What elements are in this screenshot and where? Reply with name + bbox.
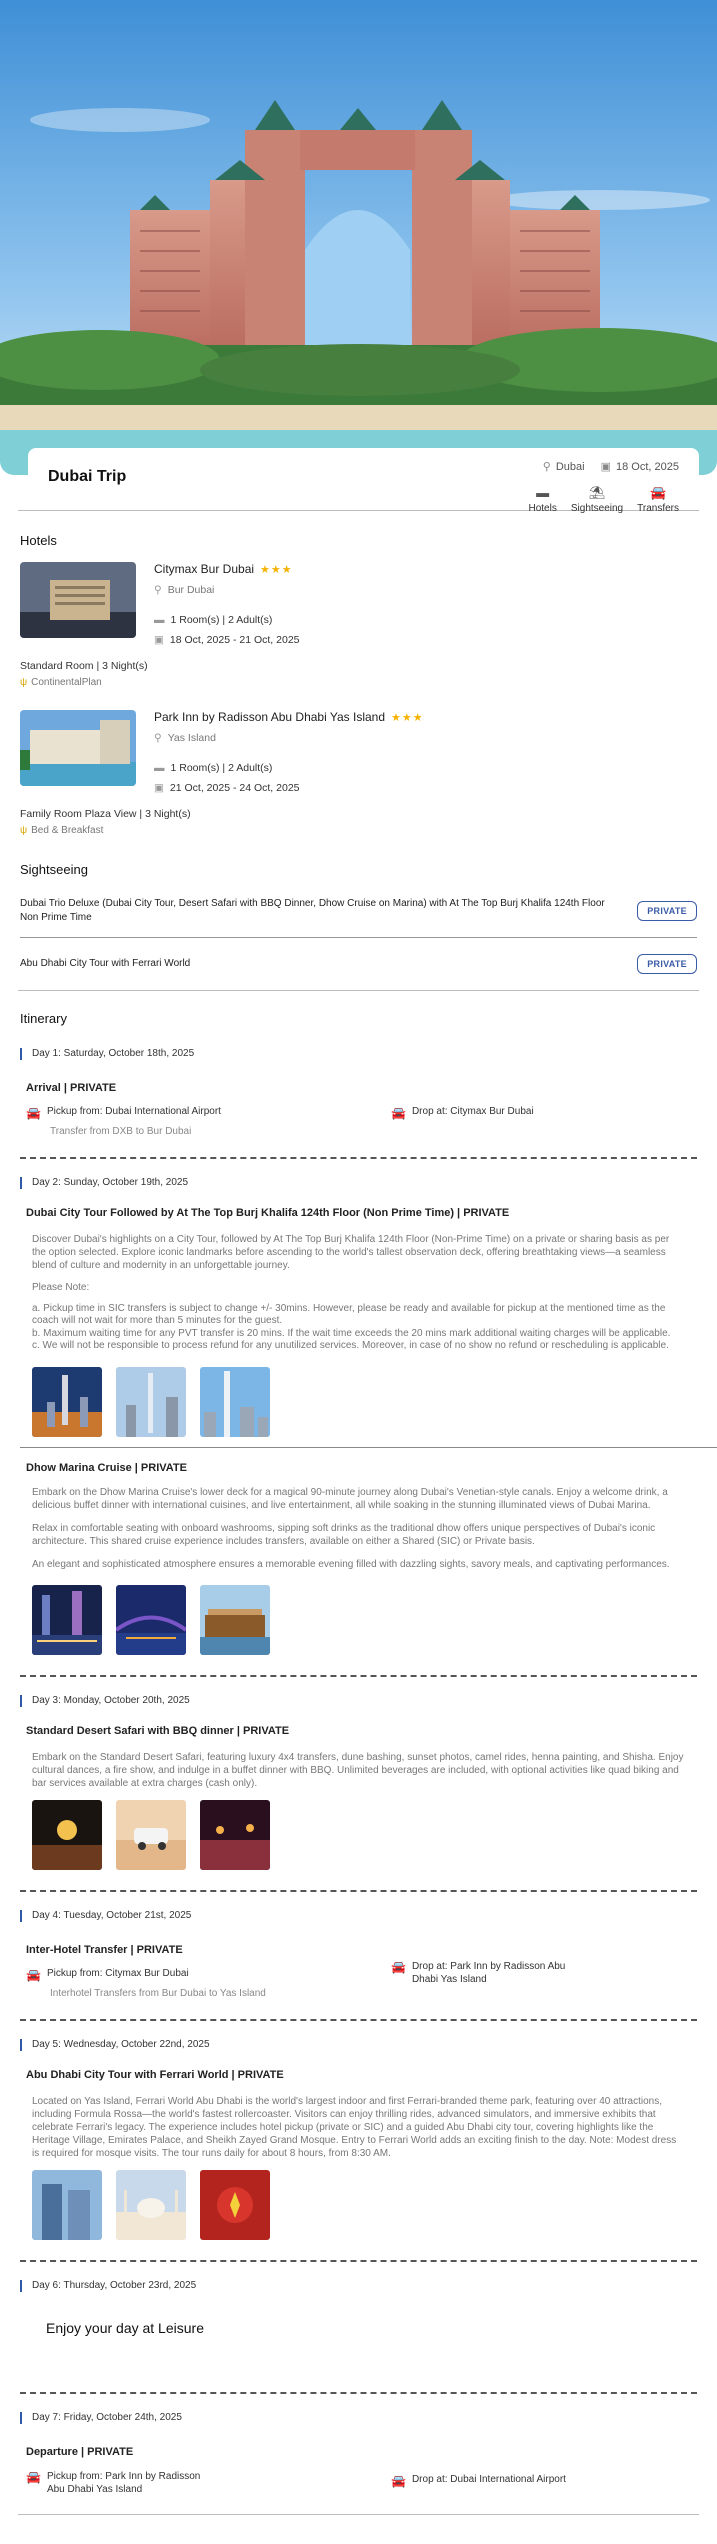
hotel-rooms: 1 Room(s) | 2 Adult(s) — [170, 614, 273, 626]
drop-location: Drop at: Citymax Bur Dubai — [411, 1106, 534, 1117]
itinerary-day — [20, 2280, 697, 2336]
section-divider — [18, 990, 699, 991]
sightseeing-heading: Sightseeing — [20, 862, 88, 877]
day-separator — [20, 2392, 697, 2394]
itinerary-day — [20, 1177, 697, 1655]
hotel-name: Park Inn by Radisson Abu Dhabi Yas Island — [154, 710, 386, 724]
activity-photo — [116, 1800, 186, 1870]
feature-hotels: ▬ Hotels — [528, 485, 557, 514]
calendar-icon: ▣ — [600, 461, 611, 473]
activity-photo — [200, 1367, 270, 1437]
calendar-icon: ▣ — [154, 782, 164, 794]
meal-icon: ψ — [20, 677, 28, 688]
trip-city: Dubai — [555, 461, 585, 473]
activity-photo — [32, 2170, 102, 2240]
day-date: Day 5: Wednesday, October 22nd, 2025 — [20, 2039, 697, 2051]
activity-title: Enjoy your day at Leisure — [46, 2319, 204, 2336]
hotel-card — [20, 562, 697, 688]
trip-title: Dubai Trip — [48, 468, 127, 485]
activity-photo — [32, 1585, 102, 1655]
hotel-name: Citymax Bur Dubai — [154, 562, 255, 576]
pickup-location: Pickup from: Park Inn by Radisson Abu Dhabi Yas Island — [46, 2470, 201, 2495]
car-pickup-icon: 🚘 — [26, 1106, 41, 1120]
day-date: Day 4: Tuesday, October 21st, 2025 — [20, 1910, 697, 1922]
hero-image — [0, 0, 717, 475]
private-badge: PRIVATE — [637, 901, 697, 921]
itinerary-day — [20, 1048, 697, 1137]
feature-sightseeing: ⛱ Sightseeing — [570, 485, 624, 514]
activity-photo — [116, 2170, 186, 2240]
activity-description: Relax in comfortable seating with onboard washrooms, sipping soft drinks as the traditional dhow offers unique perspectives of Dubai's iconic architecture. This shared cruise experience includes transfers, available on either a Shared (SIC) or Private basis. — [32, 1522, 656, 1547]
activity-description: An elegant and sophisticated atmosphere ensures a memorable evening filled with dazzling sights, savory meals, and captivating performances. — [32, 1558, 670, 1570]
note-item: b. Maximum waiting time for any PVT transfer is 20 mins. If the wait time exceeds the 20 mins mark additional waiting charges will be applicable. — [32, 1327, 671, 1339]
car-drop-icon: 🚘 — [391, 1106, 406, 1120]
bed-icon: ▬ — [154, 762, 165, 774]
day-separator — [20, 1675, 697, 1677]
bed-icon: ▬ — [536, 485, 550, 500]
hotel-location: Bur Dubai — [167, 584, 215, 596]
calendar-icon: ▣ — [154, 634, 164, 646]
itinerary-heading: Itinerary — [20, 1011, 67, 1026]
room-type: Standard Room | 3 Night(s) — [20, 660, 148, 672]
activity-photo — [32, 1367, 102, 1437]
umbrella-icon: ⛱ — [588, 485, 606, 500]
bed-icon: ▬ — [154, 614, 165, 626]
section-divider — [18, 2514, 699, 2515]
activity-photo — [200, 1585, 270, 1655]
itinerary-day — [20, 2412, 697, 2496]
hotel-location: Yas Island — [167, 732, 216, 744]
activity-photo — [116, 1585, 186, 1655]
hotel-image — [20, 562, 136, 638]
activity-photo — [116, 1367, 186, 1437]
activity-description: Embark on the Dhow Marina Cruise's lower deck for a magical 90-minute journey along Dubai's Venetian-style canals. Enjoy a welcome drink, a delicious buffet dinner with international cuisines, and live entertainment, all while soaking in the stunning illuminated views of Dubai Marina. — [32, 1486, 668, 1511]
meal-plan: ContinentalPlan — [31, 677, 102, 688]
trip-date: 18 Oct, 2025 — [616, 461, 679, 473]
hotel-dates: 21 Oct, 2025 - 24 Oct, 2025 — [169, 782, 300, 794]
car-drop-icon: 🚘 — [391, 2473, 406, 2488]
note-label: Please Note: — [32, 1282, 90, 1293]
day-separator — [20, 1890, 697, 1892]
activity-description: Located on Yas Island, Ferrari World Abu Dhabi is the world's largest indoor and first Ferrari-branded theme park, featuring over 40 attractions, including Formula Rossa—the world's fastest rollercoaster. Visitors can enjoy thrilling rides, advanced simulators, and immersive exhibits that celebrate Ferrari's legacy. The experience includes hotel pickup (private or SIC) and a guided Abu Dhabi city tour, covering highlights like the Heritage Village, Emirates Palace, and Sheikh Zayed Grand Mosque. Entry to Ferrari World adds an exciting finish to the day. Note: Modest dress is required for mosque visits. The tour runs daily for about 8 hours, from 8:30 AM. — [32, 2095, 677, 2159]
note-item: a. Pickup time in SIC transfers is subject to change +/- 30mins. However, please be ready and available for pickup at the mentioned time as the coach will not wait for more than 5 minutes for the guest. — [32, 1302, 666, 1326]
day-date: Day 6: Thursday, October 23rd, 2025 — [20, 2280, 697, 2292]
day-date: Day 1: Saturday, October 18th, 2025 — [20, 1048, 697, 1060]
car-pickup-icon: 🚘 — [26, 2469, 41, 2484]
day-date: Day 7: Friday, October 24th, 2025 — [20, 2412, 697, 2424]
feature-transfers: 🚘 Transfers — [637, 485, 679, 514]
activity-title: Abu Dhabi City Tour with Ferrari World | PRIVATE — [26, 2068, 284, 2081]
activity-title: Standard Desert Safari with BBQ dinner | PRIVATE — [26, 1724, 290, 1737]
sightseeing-name: Abu Dhabi City Tour with Ferrari World — [20, 958, 191, 969]
itinerary-day — [20, 1910, 697, 1999]
day-separator — [20, 2260, 697, 2262]
note-item: c. We will not be responsible to process refund for any unutilized services. Moreover, in case of no show no refund or rescheduling is applicable. — [32, 1340, 669, 1351]
hotel-dates: 18 Oct, 2025 - 21 Oct, 2025 — [169, 634, 300, 646]
activity-description: Embark on the Standard Desert Safari, featuring luxury 4x4 transfers, dune bashing, sunset photos, camel rides, henna painting, and Shisha. Enjoy cultural dances, a fire show, and indulge in a buffet dinner with BBQ. Unlimited beverages are included, with optional activities like quad biking and bar services available at extra charges (cash only). — [32, 1751, 684, 1789]
location-pin-icon: ⚲ — [154, 584, 162, 596]
activity-photo — [200, 1800, 270, 1870]
activity-title: Dhow Marina Cruise | PRIVATE — [26, 1461, 187, 1474]
activity-photo — [32, 1800, 102, 1870]
transfer-description: Transfer from DXB to Bur Dubai — [50, 1126, 192, 1137]
meal-plan: Bed & Breakfast — [31, 825, 104, 836]
star-rating: ★★★ — [260, 563, 293, 576]
car-drop-icon: 🚘 — [391, 1959, 406, 1974]
activity-title: Departure | PRIVATE — [26, 2445, 134, 2458]
location-pin-icon: ⚲ — [542, 461, 551, 473]
car-pickup-icon: 🚘 — [26, 1967, 41, 1982]
car-icon: 🚘 — [649, 485, 667, 500]
sightseeing-name: Dubai Trio Deluxe (Dubai City Tour, Desert Safari with BBQ Dinner, Dhow Cruise on Marina) with At The Top Burj Khalifa 124th Floor Non Prime Time — [20, 898, 605, 923]
day-date: Day 2: Sunday, October 19th, 2025 — [20, 1177, 697, 1189]
activity-title: Arrival | PRIVATE — [26, 1082, 117, 1094]
activity-title: Dubai City Tour Followed by At The Top Burj Khalifa 124th Floor (Non Prime Time) | PRIVATE — [26, 1207, 510, 1219]
hotel-image — [20, 710, 136, 786]
star-rating: ★★★ — [391, 711, 424, 724]
hotel-rooms: 1 Room(s) | 2 Adult(s) — [170, 762, 273, 774]
location-pin-icon: ⚲ — [154, 732, 162, 744]
row-divider — [20, 937, 697, 938]
activity-title: Inter-Hotel Transfer | PRIVATE — [26, 1943, 183, 1956]
meal-icon: ψ — [20, 825, 28, 836]
hotel-card — [20, 710, 697, 836]
row-divider — [20, 1447, 717, 1448]
sightseeing-item — [20, 948, 697, 986]
itinerary-day — [20, 2039, 697, 2240]
hotels-heading: Hotels — [20, 533, 57, 548]
drop-location: Drop at: Dubai International Airport — [411, 2473, 566, 2485]
itinerary-day — [20, 1695, 697, 1870]
room-type: Family Room Plaza View | 3 Night(s) — [20, 808, 191, 820]
day-separator — [20, 2019, 697, 2021]
drop-location: Drop at: Park Inn by Radisson Abu Dhabi Yas Island — [411, 1960, 566, 1985]
transfer-description: Interhotel Transfers from Bur Dubai to Yas Island — [50, 1987, 266, 1999]
day-separator — [20, 1157, 697, 1159]
pickup-location: Pickup from: Dubai International Airport — [46, 1106, 221, 1117]
day-date: Day 3: Monday, October 20th, 2025 — [20, 1695, 697, 1707]
sightseeing-item — [20, 891, 697, 937]
trip-header — [28, 448, 699, 514]
pickup-location: Pickup from: Citymax Bur Dubai — [46, 1967, 189, 1979]
activity-description: Discover Dubai's highlights on a City Tour, followed by At The Top Burj Khalifa 124th Floor (Non-Prime Time) on a private or sharing basis as per the option selected. Explore iconic landmarks before ascending to the world's tallest observation deck, offering breathtaking views—a seamless blend of culture and modernity in an unforgettable journey. — [32, 1234, 670, 1271]
private-badge: PRIVATE — [637, 954, 697, 974]
activity-photo — [200, 2170, 270, 2240]
